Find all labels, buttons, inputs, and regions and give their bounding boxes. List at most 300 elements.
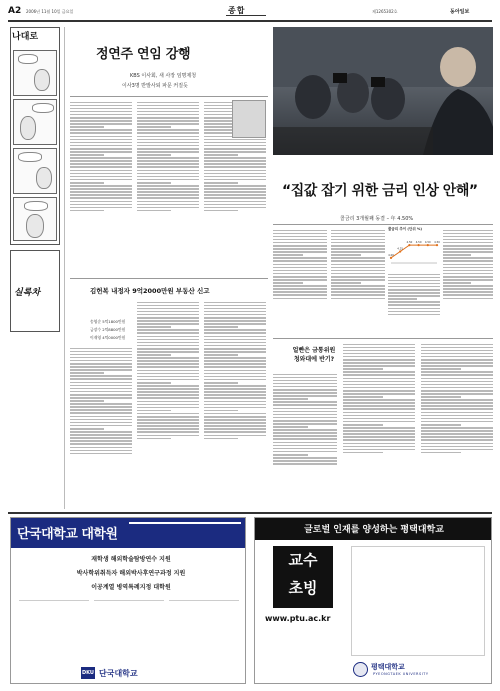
text-line xyxy=(343,433,415,435)
issue-number: 제1265302호 xyxy=(372,9,398,14)
text-line xyxy=(343,443,415,445)
text-line xyxy=(137,363,199,365)
text-line xyxy=(343,365,415,367)
camera-icon xyxy=(333,73,347,83)
data-label: 4.25 xyxy=(397,247,404,251)
text-line xyxy=(137,308,199,310)
text-line xyxy=(343,384,415,386)
column-divider xyxy=(64,27,65,509)
text-line xyxy=(421,353,493,355)
text-line xyxy=(137,416,199,418)
text-line xyxy=(273,411,337,413)
text-line xyxy=(204,438,238,440)
text-line xyxy=(204,154,238,156)
speech-bubble xyxy=(18,54,38,64)
text-line xyxy=(204,385,266,387)
text-line xyxy=(443,273,493,275)
text-line xyxy=(137,379,199,381)
text-line xyxy=(70,409,132,411)
text-line xyxy=(273,392,337,394)
text-line xyxy=(70,437,132,439)
text-line xyxy=(421,439,493,441)
text-line xyxy=(421,387,493,389)
text-line xyxy=(70,403,132,405)
article-body xyxy=(70,346,132,510)
cartoon-figure xyxy=(34,69,50,91)
text-line xyxy=(343,449,415,451)
text-line xyxy=(273,414,337,416)
text-line xyxy=(70,434,132,436)
text-line xyxy=(343,408,415,410)
text-line xyxy=(273,383,337,385)
text-line xyxy=(70,179,132,181)
text-line xyxy=(137,120,199,122)
text-line xyxy=(331,294,385,296)
text-line xyxy=(70,166,132,168)
text-line xyxy=(204,410,238,412)
text-line xyxy=(204,431,266,433)
text-line xyxy=(137,160,199,162)
text-line xyxy=(204,336,266,338)
text-line xyxy=(70,170,132,172)
text-line xyxy=(331,248,385,250)
text-line xyxy=(204,376,266,378)
text-line xyxy=(204,194,266,196)
article-body xyxy=(70,100,132,270)
text-line xyxy=(343,393,415,395)
text-line xyxy=(273,380,337,382)
text-line xyxy=(70,431,132,433)
text-line xyxy=(331,236,385,238)
university-name: 평택대학교 xyxy=(371,663,405,671)
text-line xyxy=(204,201,266,203)
subject-face xyxy=(440,47,476,87)
cartoon-figure xyxy=(26,214,44,238)
text-line xyxy=(343,446,415,448)
text-line xyxy=(421,350,493,352)
dankook-ad[interactable] xyxy=(10,517,246,684)
text-line xyxy=(137,323,199,325)
text-line xyxy=(331,282,361,284)
asset-item: 송영순 5억1800만원 xyxy=(90,319,126,324)
text-line xyxy=(443,288,493,290)
text-line xyxy=(421,396,461,398)
text-line xyxy=(273,377,337,379)
text-line xyxy=(273,460,337,462)
text-line xyxy=(443,294,493,296)
text-line xyxy=(331,257,385,259)
asset-list xyxy=(90,318,130,342)
text-line xyxy=(70,406,132,408)
text-line xyxy=(70,182,104,184)
text-line xyxy=(421,424,461,426)
text-line xyxy=(273,457,337,459)
text-line xyxy=(204,422,266,424)
text-line xyxy=(137,394,199,396)
article-body xyxy=(137,300,199,510)
text-line xyxy=(137,348,199,350)
data-label: 4.50 xyxy=(424,241,431,245)
recruit-text: 교수 xyxy=(288,551,318,569)
text-line xyxy=(343,424,383,426)
text-line xyxy=(70,173,132,175)
cartoon-panel xyxy=(13,50,57,96)
text-line xyxy=(388,301,440,303)
data-point xyxy=(408,244,410,246)
text-line xyxy=(273,294,327,296)
text-line xyxy=(343,378,415,380)
text-line xyxy=(273,429,337,431)
text-line xyxy=(421,374,493,376)
text-line xyxy=(70,188,132,190)
text-line xyxy=(70,105,132,107)
article-body xyxy=(204,300,266,510)
ad-detail-column xyxy=(19,600,89,650)
publication-date: 2006년 11월 10일 금요일 xyxy=(26,9,74,14)
text-line xyxy=(204,191,266,193)
article-body xyxy=(137,100,199,270)
text-line xyxy=(421,436,493,438)
text-line xyxy=(273,398,308,400)
text-line xyxy=(204,210,238,212)
headline-rule xyxy=(273,224,493,225)
text-line xyxy=(204,416,266,418)
text-line xyxy=(137,179,199,181)
text-line xyxy=(204,373,266,375)
text-line xyxy=(443,279,493,281)
text-line xyxy=(331,270,385,272)
section-title: 종합 xyxy=(228,6,246,15)
text-line xyxy=(70,363,132,365)
text-line xyxy=(70,375,132,377)
section-rule xyxy=(226,15,266,16)
text-line xyxy=(421,430,493,432)
text-line xyxy=(421,405,493,407)
text-line xyxy=(273,423,337,425)
text-line xyxy=(273,291,327,293)
text-line xyxy=(70,453,132,455)
text-line xyxy=(204,404,266,406)
main-subhead: 이사3명 반발사퇴 파문 커질듯 xyxy=(122,83,188,89)
ad-separator xyxy=(8,512,492,514)
text-line xyxy=(137,435,199,437)
text-line xyxy=(443,254,471,256)
text-line xyxy=(204,148,266,150)
text-line xyxy=(331,279,385,281)
text-line xyxy=(273,282,303,284)
text-line xyxy=(137,425,199,427)
text-line xyxy=(70,176,132,178)
data-label: 4.00 xyxy=(388,253,394,257)
text-line xyxy=(137,314,199,316)
text-line xyxy=(331,242,385,244)
text-line xyxy=(70,385,132,387)
ad-detail-column xyxy=(169,600,239,650)
text-line xyxy=(70,132,132,134)
text-line xyxy=(273,245,327,247)
text-line xyxy=(343,405,415,407)
text-line xyxy=(331,298,385,300)
text-line xyxy=(137,342,199,344)
text-line xyxy=(70,117,132,119)
ad-label xyxy=(129,522,241,524)
text-line xyxy=(204,388,266,390)
text-line xyxy=(204,151,266,153)
text-line xyxy=(137,102,199,104)
text-line xyxy=(70,357,132,359)
text-line xyxy=(273,463,337,465)
text-line xyxy=(443,245,493,247)
text-line xyxy=(70,145,132,147)
text-line xyxy=(137,108,199,110)
data-label: 4.50 xyxy=(415,241,422,245)
text-line xyxy=(343,399,415,401)
pyeongtaek-ad[interactable] xyxy=(254,517,492,684)
text-line xyxy=(204,348,266,350)
data-point xyxy=(418,244,420,246)
text-line xyxy=(273,420,337,422)
text-line xyxy=(443,257,493,259)
header-rule xyxy=(8,20,492,22)
text-line xyxy=(137,357,199,359)
text-line xyxy=(137,204,199,206)
text-line xyxy=(421,449,493,451)
text-line xyxy=(70,440,132,442)
text-line xyxy=(137,354,171,356)
data-point xyxy=(399,250,401,252)
text-line xyxy=(70,102,132,104)
text-line xyxy=(421,399,493,401)
text-line xyxy=(388,280,440,282)
text-line xyxy=(443,282,471,284)
text-line xyxy=(137,170,199,172)
text-line xyxy=(343,371,415,373)
cartoon-panel xyxy=(13,148,57,194)
text-line xyxy=(204,329,266,331)
text-line xyxy=(204,413,266,415)
recruit-box xyxy=(273,546,333,608)
text-line xyxy=(70,142,132,144)
text-line xyxy=(204,323,266,325)
text-line xyxy=(443,285,493,287)
ad-feature: 이공계열 병역특례지정 대학원 xyxy=(91,584,171,591)
text-line xyxy=(137,136,199,138)
text-line xyxy=(137,197,199,199)
text-line xyxy=(70,419,132,421)
text-line xyxy=(204,379,266,381)
text-line xyxy=(204,326,238,328)
main-headline: 정연주 연임 강행 xyxy=(96,47,191,62)
text-line xyxy=(137,351,199,353)
asset-item: 금장수 2억8800만원 xyxy=(90,327,126,332)
text-line xyxy=(273,454,308,456)
text-line xyxy=(70,348,132,350)
ad-title: 글로벌 인재를 양성하는 평택대학교 xyxy=(304,525,444,535)
text-line xyxy=(204,366,266,368)
text-line xyxy=(273,236,327,238)
text-line xyxy=(421,356,493,358)
text-line xyxy=(331,291,385,293)
text-line xyxy=(137,385,199,387)
text-line xyxy=(137,182,171,184)
text-line xyxy=(137,397,199,399)
data-point xyxy=(427,244,429,246)
text-line xyxy=(443,251,493,253)
text-line xyxy=(137,320,199,322)
text-line xyxy=(421,365,493,367)
text-line xyxy=(443,291,493,293)
text-line xyxy=(137,407,199,409)
text-line xyxy=(137,366,199,368)
text-line xyxy=(137,163,199,165)
text-line xyxy=(421,433,493,435)
text-line xyxy=(137,302,199,304)
text-line xyxy=(273,260,327,262)
text-line xyxy=(137,111,199,113)
text-line xyxy=(343,350,415,352)
text-line xyxy=(70,443,132,445)
text-line xyxy=(137,139,199,141)
data-point xyxy=(436,244,438,246)
text-line xyxy=(70,450,132,452)
text-line xyxy=(137,132,199,134)
text-line xyxy=(421,452,461,454)
text-line xyxy=(70,185,132,187)
text-line xyxy=(70,412,132,414)
university-name: 단국대학교 xyxy=(99,669,138,678)
text-line xyxy=(70,201,132,203)
text-line xyxy=(204,394,266,396)
text-line xyxy=(421,408,493,410)
text-line xyxy=(421,402,493,404)
text-line xyxy=(137,176,199,178)
text-line xyxy=(421,362,493,364)
data-label: 4.50 xyxy=(406,241,413,245)
text-line xyxy=(70,123,132,125)
text-line xyxy=(204,197,266,199)
text-line xyxy=(70,197,132,199)
text-line xyxy=(204,170,266,172)
text-line xyxy=(343,427,415,429)
text-line xyxy=(388,292,440,294)
text-line xyxy=(388,286,440,288)
text-line xyxy=(343,356,415,358)
text-line xyxy=(343,415,415,417)
text-line xyxy=(443,276,493,278)
text-line xyxy=(137,201,199,203)
subject-suit xyxy=(423,89,493,155)
text-line xyxy=(70,422,132,424)
speech-bubble xyxy=(18,152,42,162)
text-line xyxy=(70,108,132,110)
text-line xyxy=(204,166,266,168)
text-line xyxy=(204,204,266,206)
text-line xyxy=(273,417,337,419)
column-body xyxy=(12,349,58,509)
data-label: 4.50 xyxy=(434,241,440,245)
text-line xyxy=(137,401,199,403)
text-line xyxy=(137,345,199,347)
text-line xyxy=(273,435,337,437)
university-website-link[interactable]: www.ptu.ac.kr xyxy=(265,614,331,623)
text-line xyxy=(204,419,266,421)
text-line xyxy=(443,270,493,272)
text-line xyxy=(137,329,199,331)
text-line xyxy=(273,251,327,253)
text-line xyxy=(443,298,493,300)
text-line xyxy=(388,295,440,297)
text-line xyxy=(70,160,132,162)
text-line xyxy=(273,248,327,250)
text-line xyxy=(388,289,440,291)
text-line xyxy=(343,374,415,376)
rates-headline: “집값 잡기 위한 금리 인상 안해” xyxy=(282,183,478,199)
text-line xyxy=(70,136,132,138)
text-line xyxy=(443,233,493,235)
text-line xyxy=(137,117,199,119)
text-line xyxy=(331,230,385,232)
text-line xyxy=(273,432,337,434)
text-line xyxy=(273,374,337,376)
text-line xyxy=(388,298,417,300)
text-line xyxy=(204,370,266,372)
text-line xyxy=(343,390,415,392)
text-line xyxy=(421,415,493,417)
text-line xyxy=(204,428,266,430)
text-line xyxy=(273,270,327,272)
text-line xyxy=(273,279,327,281)
text-line xyxy=(137,185,199,187)
text-line xyxy=(273,230,327,232)
text-line xyxy=(331,288,385,290)
data-point xyxy=(390,257,392,259)
text-line xyxy=(137,388,199,390)
text-line xyxy=(204,354,238,356)
photo-scene xyxy=(273,27,493,155)
text-line xyxy=(70,428,104,430)
text-line xyxy=(70,163,132,165)
ad-details xyxy=(351,546,485,656)
text-line xyxy=(70,210,104,212)
article2-headline: 김헌복 내정자 9억2000만원 부동산 신고 xyxy=(90,287,210,295)
text-line xyxy=(273,276,327,278)
text-line xyxy=(273,239,327,241)
text-line xyxy=(273,257,327,259)
text-line xyxy=(137,123,199,125)
text-line xyxy=(421,390,493,392)
article-body xyxy=(443,228,493,338)
article-body xyxy=(273,372,337,510)
asset-item: 이재영 4억0000만원 xyxy=(90,335,126,340)
newspaper-name: 동아일보 xyxy=(450,9,470,15)
text-line xyxy=(343,436,415,438)
text-line xyxy=(273,401,337,403)
ad-feature: 재학생 해외학술탐방연수 지원 xyxy=(91,556,171,563)
text-line xyxy=(388,311,440,313)
article-body xyxy=(273,228,327,338)
text-line xyxy=(204,401,266,403)
text-line xyxy=(137,173,199,175)
reporter-headshot xyxy=(232,100,266,138)
text-line xyxy=(137,105,199,107)
article-body xyxy=(421,342,493,510)
text-line xyxy=(388,308,440,310)
text-line xyxy=(343,362,415,364)
cartoon-panel xyxy=(13,99,57,145)
text-line xyxy=(343,421,415,423)
article-body xyxy=(388,272,440,338)
text-line xyxy=(204,176,266,178)
